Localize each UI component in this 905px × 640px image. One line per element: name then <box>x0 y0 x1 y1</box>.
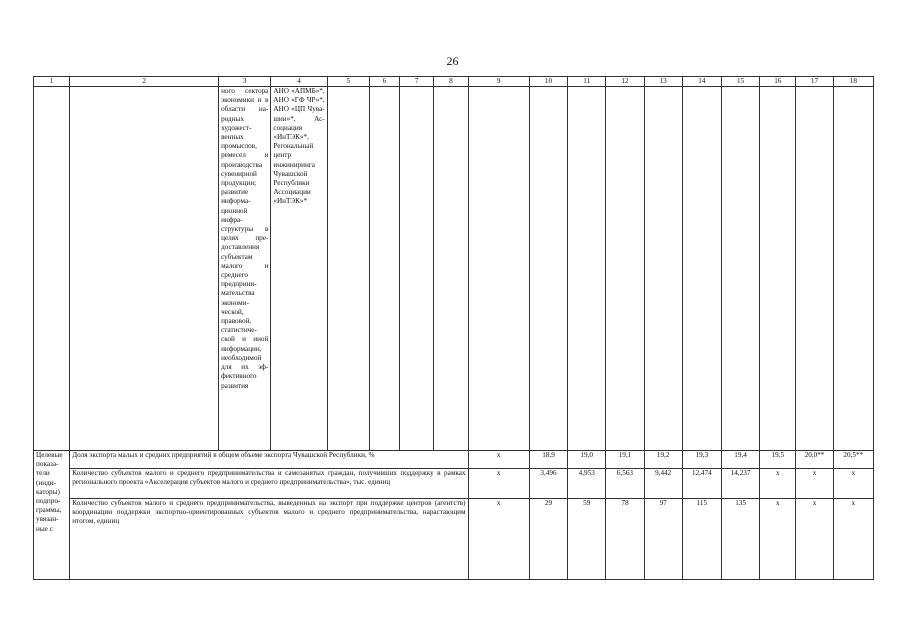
indicators-label: Целевые показатели (индикаторы) подпрограммы, увязанные с <box>34 451 70 580</box>
indicator-value: x <box>760 469 796 499</box>
indicator-value: 3,496 <box>529 469 567 499</box>
empty-cell <box>833 87 873 451</box>
subprogram-row <box>34 87 874 451</box>
empty-cell <box>760 87 796 451</box>
column-number: 18 <box>833 77 873 87</box>
empty-cell <box>568 87 606 451</box>
indicator-row <box>34 469 874 499</box>
indicator-value: x <box>833 499 873 580</box>
column-number: 10 <box>529 77 567 87</box>
indicator-value: x <box>468 499 529 580</box>
column-number: 11 <box>568 77 606 87</box>
indicator-value: x <box>833 469 873 499</box>
indicator-text: Количество субъектов малого и среднего предпринимательства и самозанятых граждан, получивших поддержку в рамках регионального проекта «Акселерация субъектов малого и среднего предпринимательства», тыс. единиц <box>70 469 468 499</box>
column-number: 2 <box>70 77 219 87</box>
indicator-value: 19,1 <box>606 451 644 469</box>
column-number: 6 <box>369 77 399 87</box>
empty-cell <box>682 87 721 451</box>
column-number: 14 <box>682 77 721 87</box>
indicator-value: 19,3 <box>682 451 721 469</box>
indicator-value: 18,9 <box>529 451 567 469</box>
empty-cell <box>721 87 759 451</box>
indicator-value: 59 <box>568 499 606 580</box>
column-number: 13 <box>644 77 682 87</box>
indicator-value: 97 <box>644 499 682 580</box>
column-number: 17 <box>796 77 833 87</box>
indicator-value: 115 <box>682 499 721 580</box>
indicator-value: 29 <box>529 499 567 580</box>
indicator-value: 12,474 <box>682 469 721 499</box>
empty-cell <box>606 87 644 451</box>
indicator-value: 78 <box>606 499 644 580</box>
column-number: 5 <box>327 77 369 87</box>
column-number: 16 <box>760 77 796 87</box>
indicator-value: x <box>796 469 833 499</box>
empty-cell <box>434 87 468 451</box>
responsible-executors: АНО «АПМБ»*, АНО «ГФ ЧР»*, АНО «ЦП Чувашии»*, Ассоциация «ИнТЭК»*, Регональный центр инжиниринга Чувашской Республики Ассоциации «ИнТЭК»* <box>271 87 327 451</box>
empty-cell <box>796 87 833 451</box>
empty-cell <box>529 87 567 451</box>
column-number: 8 <box>434 77 468 87</box>
indicator-value: 9,442 <box>644 469 682 499</box>
indicator-value: x <box>796 499 833 580</box>
indicator-row <box>34 451 874 469</box>
empty-cell <box>327 87 369 451</box>
empty-cell <box>400 87 434 451</box>
indicator-value: x <box>468 451 529 469</box>
empty-cell <box>369 87 399 451</box>
column-number: 7 <box>400 77 434 87</box>
indicator-value: 20,0** <box>796 451 833 469</box>
empty-cell <box>34 87 70 451</box>
indicator-value: 135 <box>721 499 759 580</box>
indicator-value: 6,563 <box>606 469 644 499</box>
indicator-value: 20,5** <box>833 451 873 469</box>
indicator-value: 19,0 <box>568 451 606 469</box>
indicator-value: 19,4 <box>721 451 759 469</box>
column-number: 3 <box>219 77 271 87</box>
program-table <box>33 76 874 580</box>
column-number: 4 <box>271 77 327 87</box>
empty-cell <box>644 87 682 451</box>
column-number-row <box>34 77 874 87</box>
indicator-text: Количество субъектов малого и среднего предпринимательства, выведенных на экспорт при поддержке центров (агентств) координации поддержки экспортно-ориентированных субъектов малого и среднего предпринимательства, нарастающим итогом, единиц <box>70 499 468 580</box>
empty-cell <box>70 87 219 451</box>
indicator-row <box>34 499 874 580</box>
empty-cell <box>468 87 529 451</box>
indicator-value: 19,2 <box>644 451 682 469</box>
indicator-value: 14,237 <box>721 469 759 499</box>
indicator-value: 4,953 <box>568 469 606 499</box>
indicator-text: Доля экспорта малых и средних предприятий в общем объеме экспорта Чувашской Республики, % <box>70 451 468 469</box>
column-number: 1 <box>34 77 70 87</box>
subprogram-description: ного сектора экономики и в области народных художественных промыслов, ремесел и производства сувенирной продукции; развитие информационной инфраструктуры в целях предоставления субъектам малого и среднего предпринимательства экономической, правовой, статистической и иной информации, необходимой для их эффективного развития <box>219 87 271 451</box>
indicator-value: x <box>468 469 529 499</box>
indicator-value: x <box>760 499 796 580</box>
column-number: 12 <box>606 77 644 87</box>
page-number: 26 <box>446 54 459 68</box>
column-number: 15 <box>721 77 759 87</box>
indicator-value: 19,5 <box>760 451 796 469</box>
column-number: 9 <box>468 77 529 87</box>
